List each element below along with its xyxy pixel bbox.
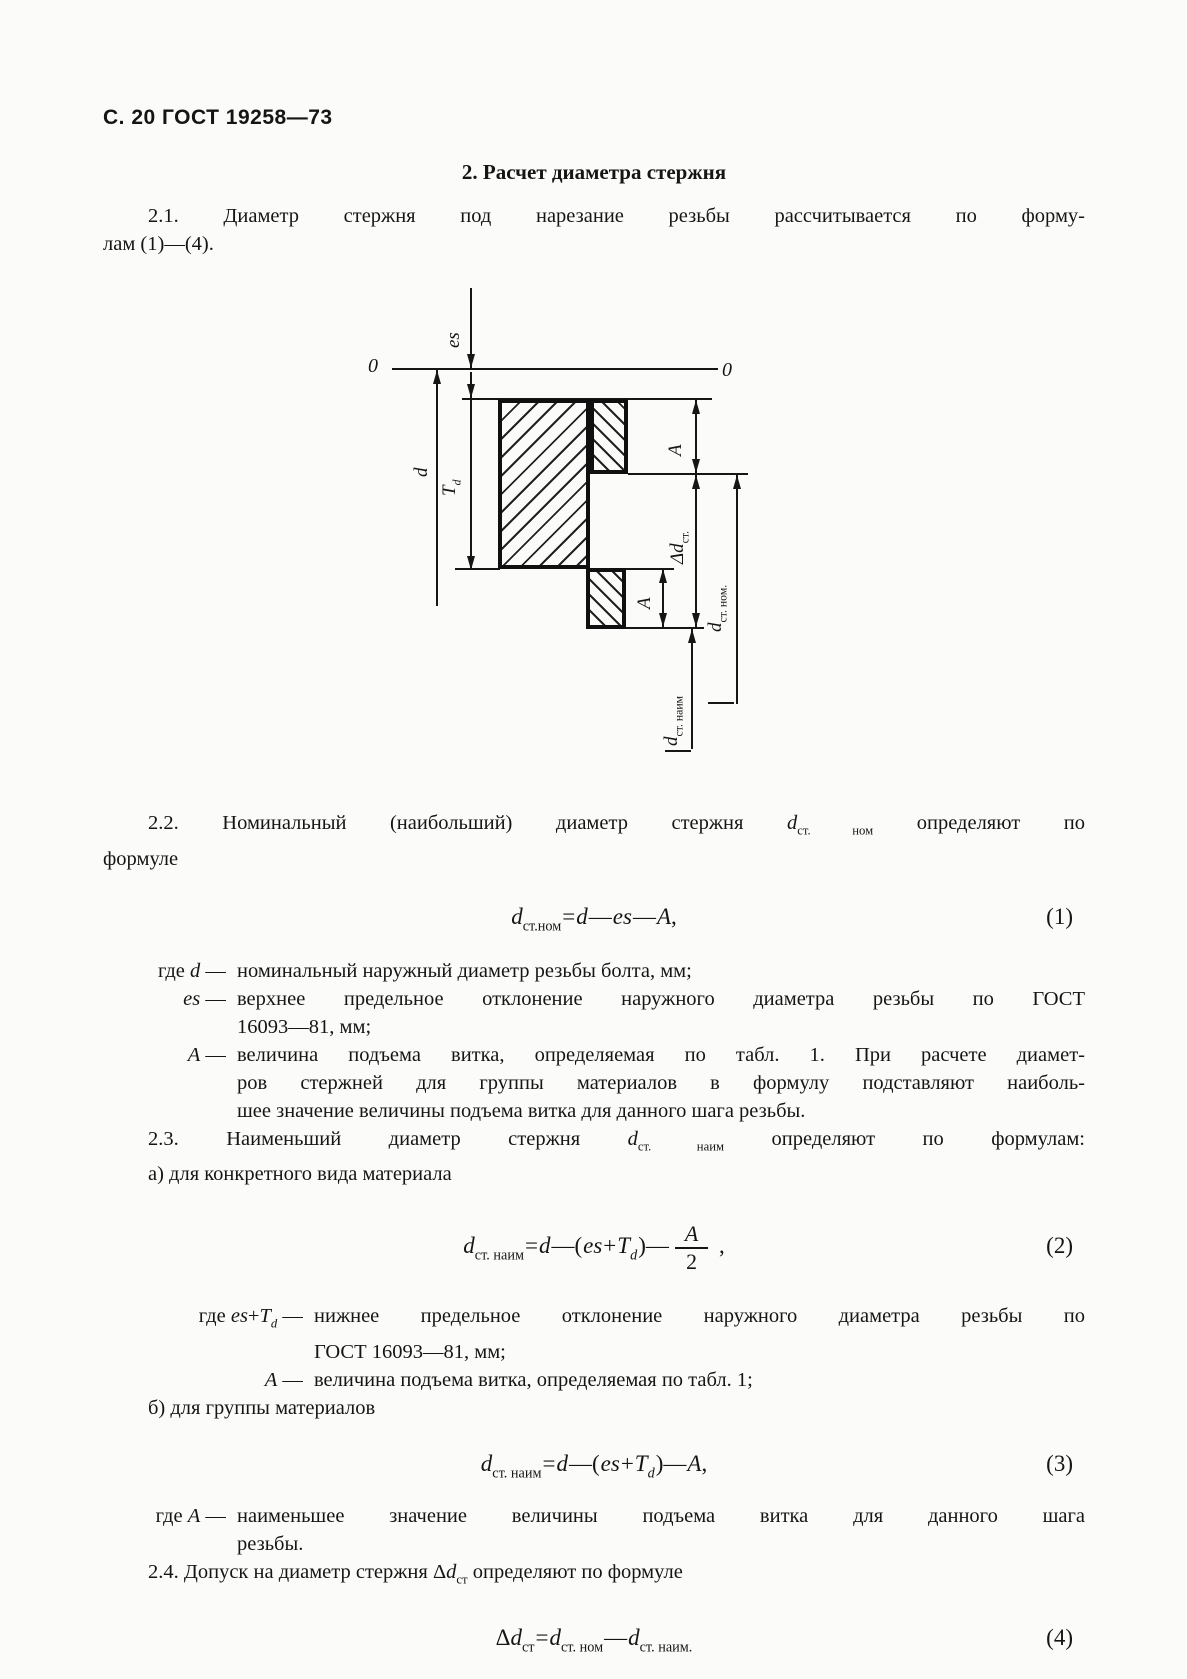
paragraph-2-2 [103, 809, 1085, 873]
zero-label-right: 0 [722, 359, 732, 381]
equation: $\Delta d_{ст}=d_{ст. ном}—d_{ст. наим.}$ [495, 1624, 693, 1656]
dim-tick [708, 702, 734, 704]
formula-4 [103, 1618, 1085, 1658]
formula-number: (3) [1046, 1451, 1073, 1477]
text-line: 2.2. Номинальный (наибольший) диаметр стержня $d_{ст. ном}$ определяют по [148, 812, 1085, 838]
arrow-up-icon [692, 400, 700, 414]
formula-number: (4) [1046, 1624, 1073, 1650]
formula-3 [103, 1444, 1085, 1484]
where-block-3 [103, 1502, 1085, 1558]
paragraph-2-1 [103, 202, 1085, 258]
definition-text: ГОСТ 16093—81, мм; [314, 1341, 506, 1364]
formula-1 [103, 897, 1085, 937]
main-tolerance-block [498, 399, 590, 569]
upper-rise-block [590, 399, 628, 474]
dim-tick [665, 750, 691, 752]
arrow-down-icon [467, 384, 475, 398]
arrow-up-icon [692, 475, 700, 489]
text-line: формуле [103, 847, 179, 870]
definition-text: номинальный наружный диаметр резьбы болта, мм; [237, 959, 692, 982]
definition-row: где А — наименьшее значение величины подъема витка для данного шага [103, 1502, 1085, 1530]
formula-number: (1) [1046, 903, 1073, 929]
paragraph-2-4: 2.4. Допуск на диаметр стержня $\Delta d_{ст}$ определяют по формуле [148, 1561, 683, 1587]
definition-row [103, 1069, 1085, 1097]
definition-text: верхнее предельное отклонение наружного диаметра резьбы по ГОСТ [237, 987, 1085, 1010]
fraction: $\frac{A}{2}$ [675, 1221, 708, 1275]
definition-row: es — верхнее предельное отклонение наружного диаметра резьбы по ГОСТ [103, 985, 1085, 1013]
dim-label-d: d [411, 467, 432, 477]
definition-row: где $es+T_d$ — нижнее предельное отклонение наружного диаметра резьбы по [103, 1302, 1085, 1338]
dim-label-Td: $T_d$ [439, 479, 464, 496]
tolerance-scheme-diagram [340, 272, 800, 807]
text-line: 2.1. Диаметр стержня под нарезание резьбы рассчитывается по форму- [148, 205, 1085, 227]
dim-label-es: es [443, 332, 464, 348]
text-line: а) для конкретного вида материала [148, 1163, 452, 1186]
arrow-down-icon [659, 613, 667, 627]
definition-row: где d — номинальный наружный диаметр резьбы болта, мм; [103, 957, 1085, 985]
dim-label-A-top: A [665, 444, 686, 456]
equation: $d_{ст.ном}=d—es—A$, [511, 903, 677, 935]
definition-text: резьбы. [237, 1533, 304, 1556]
formula-2 [103, 1204, 1085, 1288]
text-line: лам (1)—(4). [103, 233, 214, 255]
definition-text: ров стержней для группы материалов в формулу подставляют наиболь- [237, 1071, 1085, 1094]
equation: $d_{ст. наим}=d—(es+T_d)—A$, [480, 1451, 708, 1482]
ext-line-bottom-left [455, 568, 500, 570]
arrow-down-icon [467, 354, 475, 368]
arrow-down-icon [692, 613, 700, 627]
equation: $d_{ст. наим}=d—(es+T_d)—$ $\frac{A}{2}$ , [463, 1221, 725, 1275]
dim-label-dstnaim: $d_{ст. наим}$ [661, 695, 686, 746]
arrow-up-icon [659, 569, 667, 583]
dim-dd-line [695, 475, 697, 627]
dim-Td-line [470, 398, 472, 570]
definition-text: шее значение величины подъема витка для данного шага резьбы. [237, 1099, 806, 1122]
arrow-down-icon [692, 459, 700, 473]
definition-row [103, 1097, 1085, 1125]
page-header: С. 20 ГОСТ 19258—73 [103, 106, 333, 129]
dim-label-dstnom: $d_{ст. ном.}$ [705, 584, 730, 632]
dim-d-line [436, 370, 438, 606]
zero-label-left: 0 [368, 355, 378, 377]
text-line: 2.3. Наименьший диаметр стержня $d_{ст. наим}$ определяют по формулам: [148, 1127, 1085, 1154]
definition-row: А — величина подъема витка, определяемая по табл. 1. При расчете диамет- [103, 1041, 1085, 1069]
where-block-2 [103, 1302, 1085, 1422]
lower-rise-block [586, 568, 626, 629]
dim-label-A-bottom: A [634, 597, 655, 609]
definition-text: величина подъема витка, определяемая по табл. 1. При расчете диамет- [237, 1043, 1085, 1066]
definition-text: наименьшее значение величины подъема витка для данного шага [237, 1505, 1085, 1528]
arrow-up-icon [688, 629, 696, 643]
definition-text: 16093—81, мм; [237, 1015, 372, 1038]
definition-text: нижнее предельное отклонение наружного диаметра резьбы по [314, 1305, 1085, 1328]
dim-dstnom-line [736, 475, 738, 704]
arrow-up-icon [733, 475, 741, 489]
arrow-up-icon [433, 370, 441, 384]
definition-row [103, 1338, 1085, 1366]
definition-row [103, 1530, 1085, 1558]
paragraph-2-3 [103, 1125, 1085, 1189]
formula-number: (2) [1046, 1233, 1073, 1259]
definition-row [103, 1013, 1085, 1041]
where-block-1 [103, 957, 1085, 1125]
dim-dstnaim-line [691, 629, 693, 749]
dim-label-dd: $\Delta d_{ст.}$ [667, 530, 692, 564]
ext-line-dstnom [628, 473, 748, 475]
text-line: б) для группы материалов [148, 1397, 376, 1420]
definition-text: величина подъема витка, определяемая по табл. 1; [314, 1369, 753, 1392]
section-title: 2. Расчет диаметра стержня [461, 160, 727, 184]
definition-row: А — величина подъема витка, определяемая по табл. 1; [103, 1366, 1085, 1394]
